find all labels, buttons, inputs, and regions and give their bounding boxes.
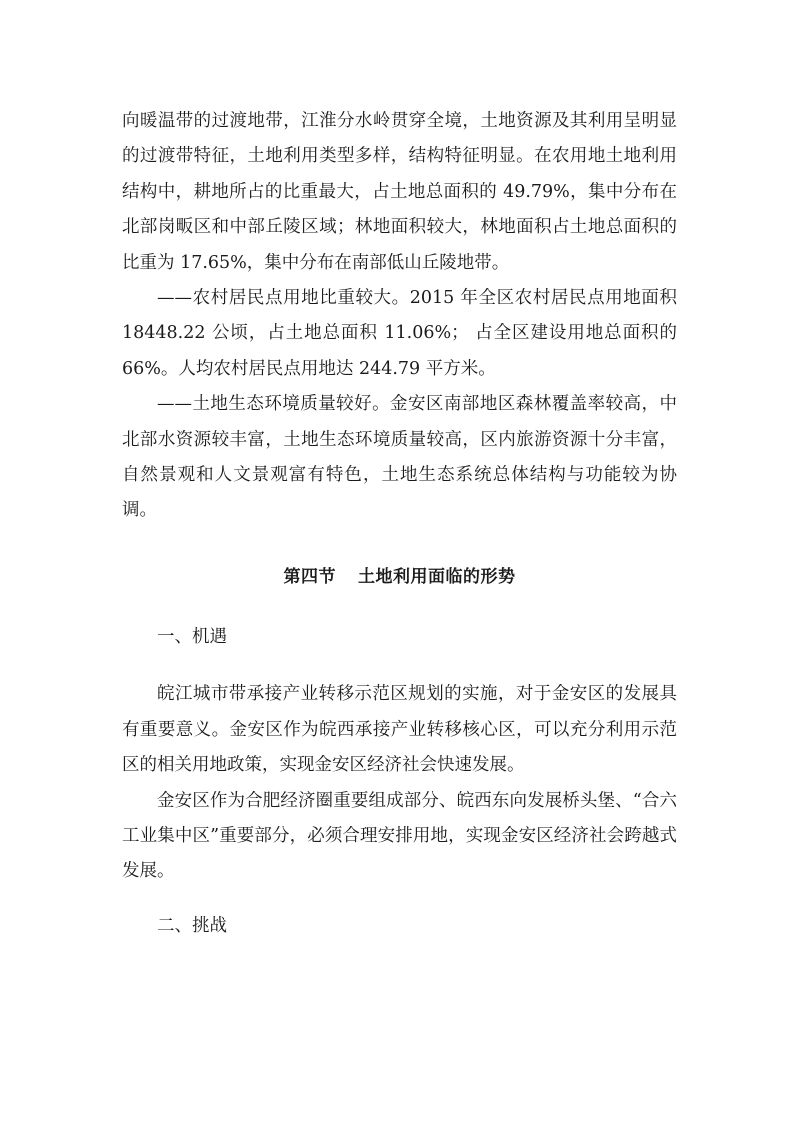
section-number: 第四节 [283, 566, 336, 587]
heading-challenge: 二、挑战 [157, 915, 227, 936]
section-title [122, 553, 677, 601]
paragraph-ecology: ——土地生态环境质量较好。金安区南部地区森林覆盖率较高，中北部水资源较丰富，土地生态环境质量较高，区内旅游资源十分丰富，自然景观和人文景观富有特色，土地生态系统总体结构与功能较为协调。 [122, 394, 677, 521]
paragraph-opportunity-1: 皖江城市带承接产业转移示范区规划的实施，对于金安区的发展具有重要意义。金安区作为皖西承接产业转移核心区，可以充分利用示范区的相关用地政策，实现金安区经济社会快速发展。 [122, 684, 677, 776]
section-title-text: 土地利用面临的形势 [358, 566, 516, 587]
paragraph-opportunity-2: 金安区作为合肥经济圈重要组成部分、皖西东向发展桥头堡、“合六工业集中区”重要部分，必须合理安排用地，实现金安区经济社会跨越式发展。 [122, 790, 677, 882]
heading-opportunity: 一、机遇 [157, 626, 227, 647]
paragraph-rural-residential: ——农村居民点用地比重较大。2015 年全区农村居民点用地面积 18448.22 公顷，占土地总面积 11.06%； 占全区建设用地总面积的 66%。人均农村居民点用地达 244.79 平方米。 [122, 288, 677, 379]
document-body [122, 104, 677, 944]
paragraph-land-structure: 向暖温带的过渡地带，江淮分水岭贯穿全境，土地资源及其利用呈明显的过渡带特征，土地利用类型多样，结构特征明显。在农用地土地利用结构中，耕地所占的比重最大，占土地总面积的 49.79%，集中分布在北部岗畈区和中部丘陵区域；林地面积较大，林地面积占土地总面积的比重为 17.65%，集中分布在南部低山丘陵地带。 [122, 111, 677, 273]
